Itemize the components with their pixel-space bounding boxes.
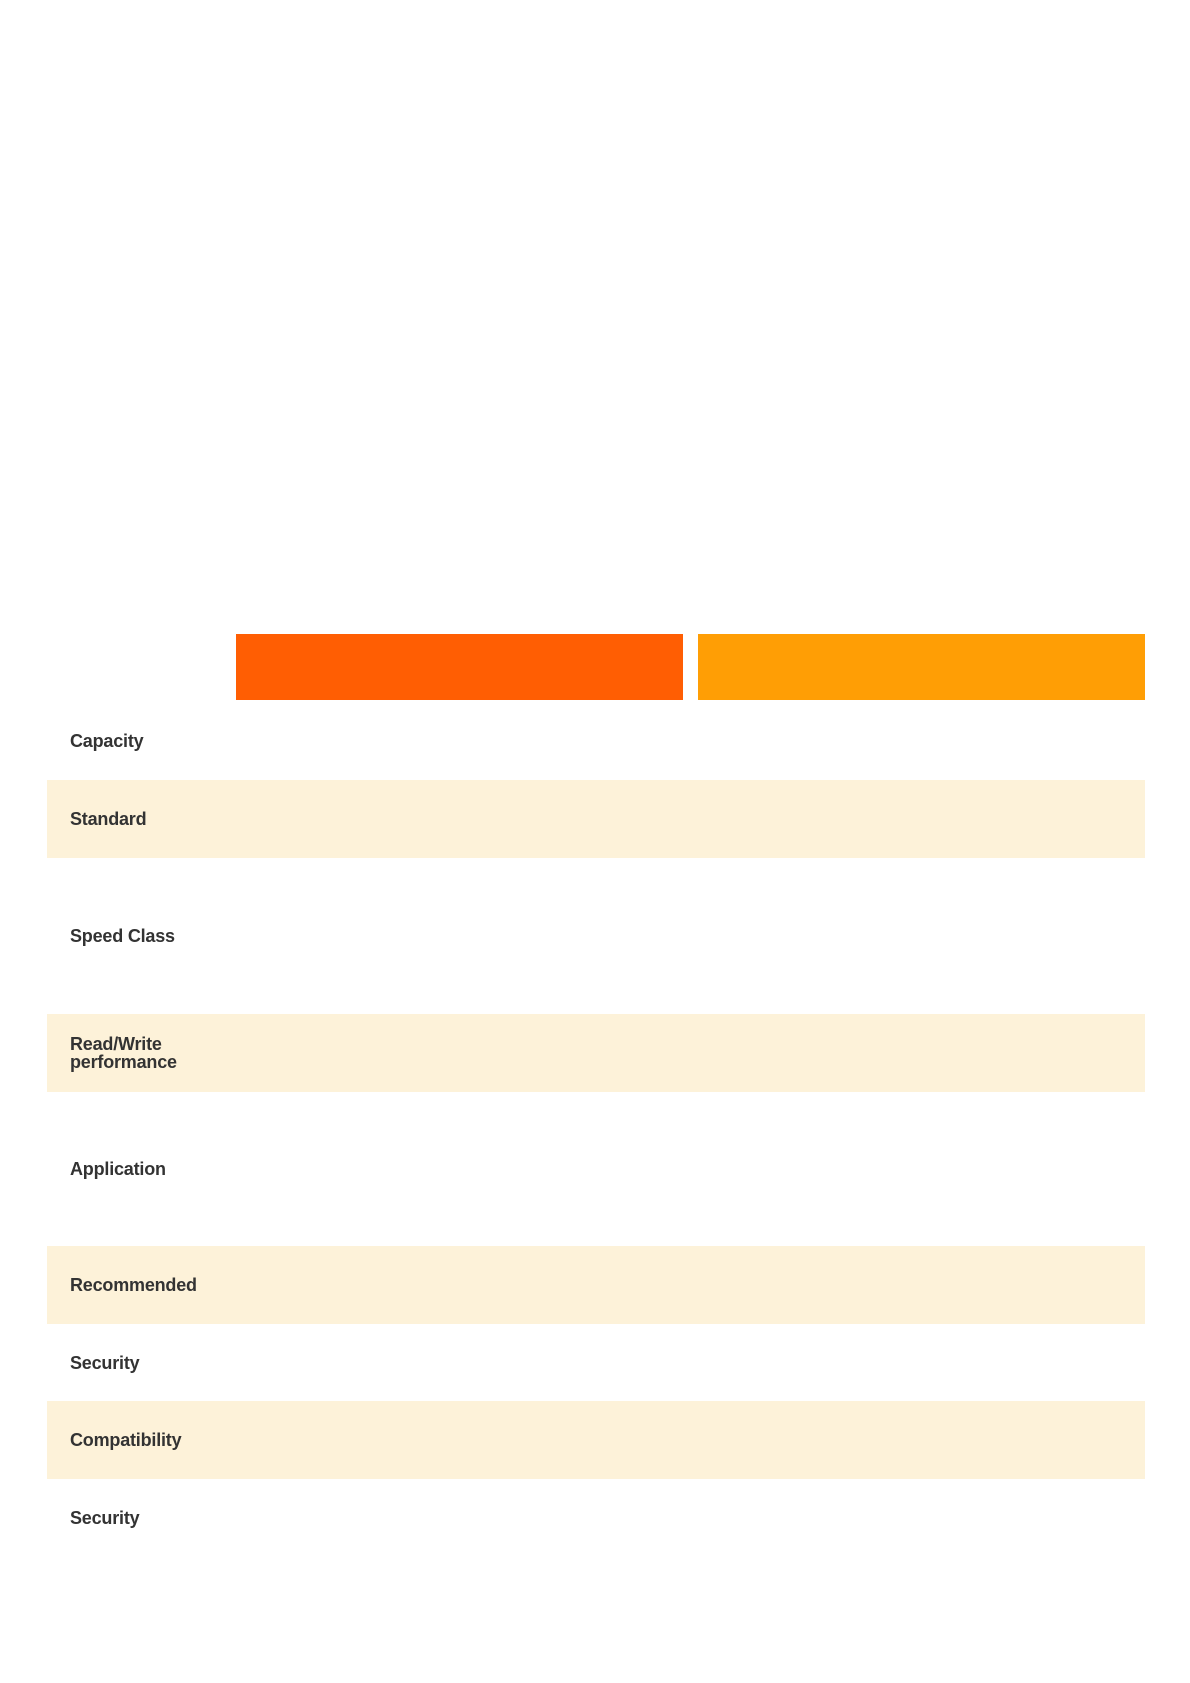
row-label-security: Security — [70, 1352, 140, 1373]
row-label-speed-class: Speed Class — [70, 926, 175, 946]
comparison-header-left-bar — [236, 634, 683, 700]
table-row — [47, 858, 1145, 1014]
table-row — [47, 780, 1145, 858]
table-row — [47, 1014, 1145, 1092]
row-label-read-write-performance: Read/Write performance — [70, 1034, 177, 1072]
row-label-capacity: Capacity — [70, 731, 144, 751]
row-label-standard: Standard — [70, 809, 147, 829]
table-row — [47, 1401, 1145, 1479]
table-row — [47, 702, 1145, 780]
table-row — [47, 1324, 1145, 1401]
row-label-compatibility: Compatibility — [70, 1430, 182, 1450]
table-row — [47, 1479, 1145, 1557]
row-label-recommended: Recommended — [70, 1275, 197, 1295]
row-label-application: Application — [70, 1159, 166, 1179]
table-row — [47, 1246, 1145, 1324]
comparison-header-right-bar — [698, 634, 1145, 700]
row-label-security-2: Security — [70, 1508, 140, 1528]
table-row — [47, 1092, 1145, 1246]
